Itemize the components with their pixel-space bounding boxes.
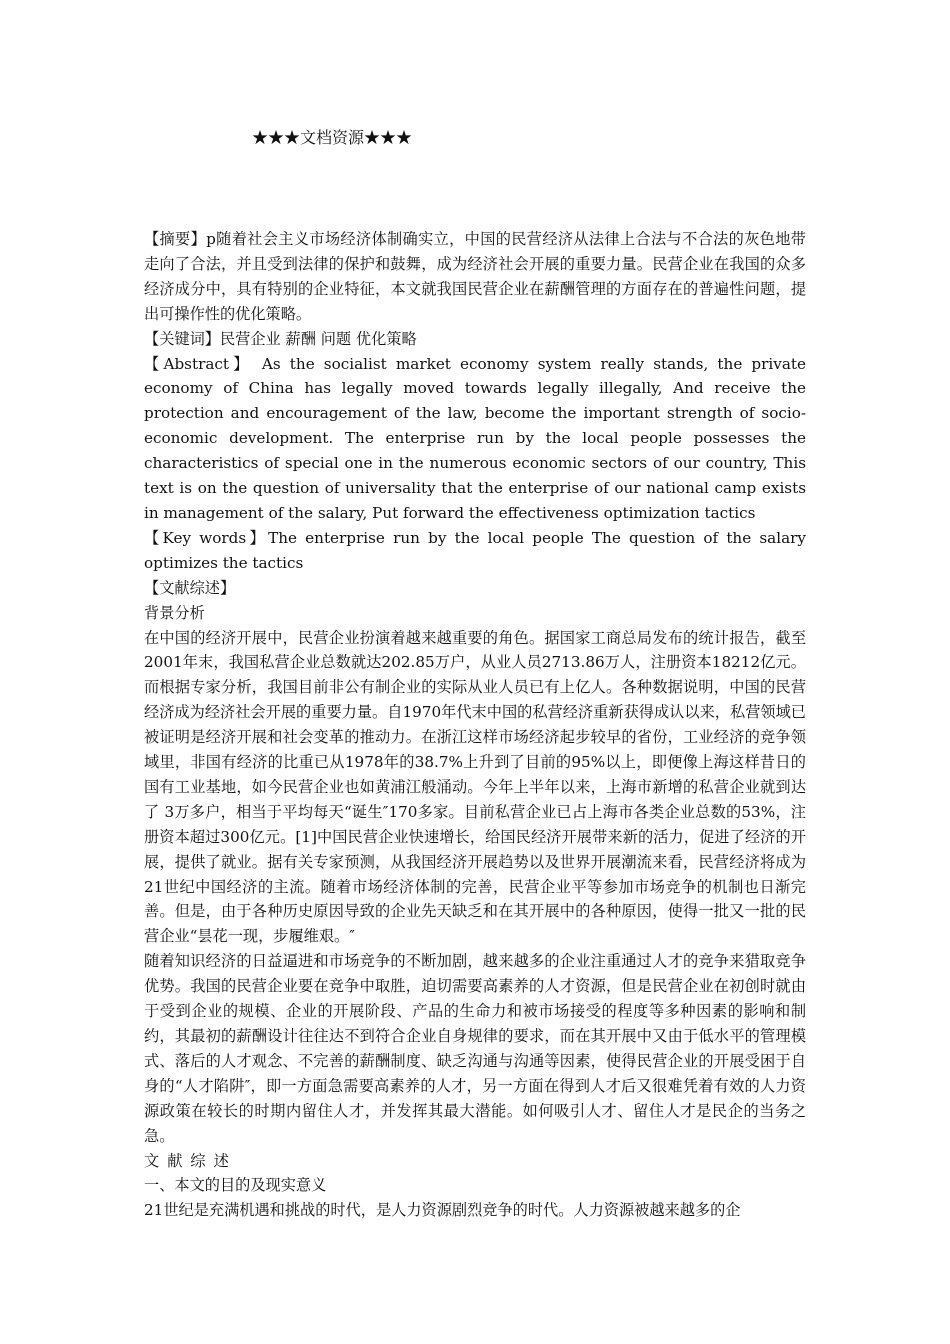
keywords-cn: 【关键词】民营企业 薪酬 问题 优化策略 [144, 329, 417, 348]
heading-literature-review: 文献综述 [144, 1151, 237, 1170]
abstract-cn: 【摘要】p随着社会主义市场经济体制确实立，中国的民营经济从法律上合法与不合法的灰色地带走向了合法，并且受到法律的保护和鼓舞，成为经济社会开展的重要力量。民营企业在我国的众多经济成分中，具有特别的企业特征，本文就我国民营企业在薪酬管理的方面存在的普遍性问题，提出可操作性的优化策略。 [144, 230, 806, 323]
heading-purpose: 一、本文的目的及现实意义 [144, 1176, 327, 1195]
page-header: ★★★文档资源★★★ [252, 128, 413, 147]
abstract-en: 【Abstract】 As the socialist market economy system really stands, the private economy of China has legally moved towards legally illegally, And receive the protection and encouragement of the law, become the important strength of socio-economic development. The enterprise run by the local people possesses the characteristics of special one in the numerous economic sectors of our country, This text is on the question of universality that the enterprise of our national camp exists in management of the salary, Put forward the effectiveness optimization tactics [144, 354, 806, 522]
document-body [144, 227, 806, 1223]
subsection-background: 背景分析 [144, 603, 205, 622]
keywords-en: 【Key words】The enterprise run by the local people The question of the salary optimizes the tactics [144, 528, 806, 572]
paragraph-background-2: 随着知识经济的日益逼进和市场竞争的不断加剧，越来越多的企业注重通过人才的竞争来猎取竞争优势。我国的民营企业要在竞争中取胜，迫切需要高素养的人才资源，但是民营企业在初创时就由于受到企业的规模、企业的开展阶段、产品的生命力和被市场接受的程度等多种因素的影响和制约，其最初的薪酬设计往往达不到符合企业自身规律的要求，而在其开展中又由于低水平的管理模式、落后的人才观念、不完善的薪酬制度、缺乏沟通与沟通等因素，使得民营企业的开展受困于自身的“人才陷阱″，即一方面急需要高素养的人才，另一方面在得到人才后又很难凭着有效的人力资源政策在较长的时期内留住人才，并发挥其最大潜能。如何吸引人才、留住人才是民企的当务之急。 [144, 952, 806, 1145]
section-literature-review: 【文献综述】 [144, 578, 236, 597]
paragraph-purpose-1: 21世纪是充满机遇和挑战的时代，是人力资源剧烈竞争的时代。人力资源被越来越多的企 [144, 1201, 741, 1220]
paragraph-background-1: 在中国的经济开展中，民营企业扮演着越来越重要的角色。据国家工商总局发布的统计报告，截至2001年末，我国私营企业总数就达202.85万户，从业人员2713.86万人，注册资本18212亿元。而根据专家分析，我国目前非公有制企业的实际从业人员已有上亿人。各种数据说明，中国的民营经济成为经济社会开展的重要力量。自1970年代末中国的私营经济重新获得成认以来，私营领域已被证明是经济开展和社会变革的推动力。在浙江这样市场经济起步较早的省份，工业经济的竞争领域里，非国有经济的比重已从1978年的38.7%上升到了目前的95%以上，即便像上海这样昔日的国有工业基地，如今民营企业也如黄浦江般涌动。今年上半年以来，上海市新增的私营企业就到达了 3万多户，相当于平均每天“诞生″170多家。目前私营企业已占上海市各类企业总数的53%，注册资本超过300亿元。[1]中国民营企业快速增长，给国民经济开展带来新的活力，促进了经济的开展，提供了就业。据有关专家预测，从我国经济开展趋势以及世界开展潮流来看，民营经济将成为21世纪中国经济的主流。随着市场经济体制的完善，民营企业平等参加市场竞争的机制也日渐完善。但是，由于各种历史原因导致的企业先天缺乏和在其开展中的各种原因，使得一批又一批的民营企业“昙花一现，步履维艰。″ [144, 628, 806, 946]
